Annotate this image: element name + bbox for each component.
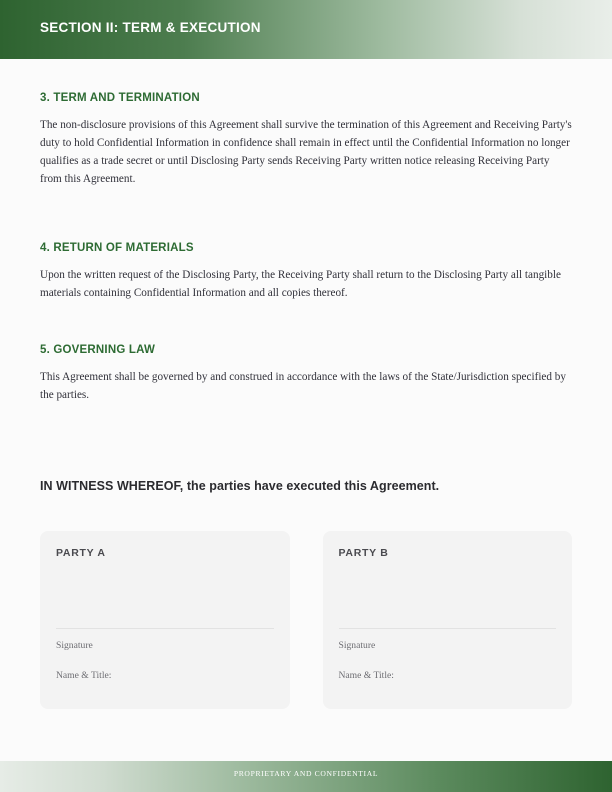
document-footer-band bbox=[0, 761, 612, 792]
signature-block-party-b bbox=[323, 531, 573, 709]
section-heading: 4. RETURN OF MATERIALS bbox=[40, 242, 194, 254]
section-body: Upon the written request of the Disclosing Party, the Receiving Party shall return to the Disclosing Party all tangible materials containing Confidential Information and all copies thereof. bbox=[40, 269, 561, 299]
party-label: PARTY B bbox=[338, 547, 389, 559]
signature-blocks-row bbox=[40, 531, 572, 709]
section-term-and-termination bbox=[40, 92, 572, 188]
signature-line-label: Signature bbox=[338, 640, 376, 651]
section-body: The non-disclosure provisions of this Agreement shall survive the termination of this Agreement and Receiving Party's duty to hold Confidential Information in confidence shall remain in effect until the Confidential Information no longer qualifies as a trade secret or until Disclosing Party sends Receiving Party written notice releasing Receiving Party from this Agreement. bbox=[40, 119, 572, 185]
signature-divider bbox=[56, 628, 274, 629]
signature-divider bbox=[339, 628, 557, 629]
section-spacer bbox=[40, 302, 572, 344]
section-heading: 3. TERM AND TERMINATION bbox=[40, 92, 200, 104]
party-label: PARTY A bbox=[56, 547, 106, 559]
witness-statement: IN WITNESS WHEREOF, the parties have executed this Agreement. bbox=[40, 479, 440, 493]
confidentiality-notice: PROPRIETARY AND CONFIDENTIAL bbox=[233, 769, 379, 778]
section-spacer bbox=[40, 188, 572, 242]
document-content bbox=[40, 92, 572, 404]
name-title-line-label: Name & Title: bbox=[338, 670, 394, 681]
signature-block-party-a bbox=[40, 531, 290, 709]
section-governing-law bbox=[40, 344, 572, 404]
section-body: This Agreement shall be governed by and construed in accordance with the laws of the State/Jurisdiction specified by the parties. bbox=[40, 371, 566, 401]
signature-line-label: Signature bbox=[56, 640, 93, 651]
section-heading: 5. GOVERNING LAW bbox=[40, 344, 156, 356]
section-header-band bbox=[0, 0, 612, 59]
section-return-of-materials bbox=[40, 242, 572, 302]
name-title-line-label: Name & Title: bbox=[56, 670, 112, 681]
page-title: SECTION II: TERM & EXECUTION bbox=[40, 20, 261, 35]
